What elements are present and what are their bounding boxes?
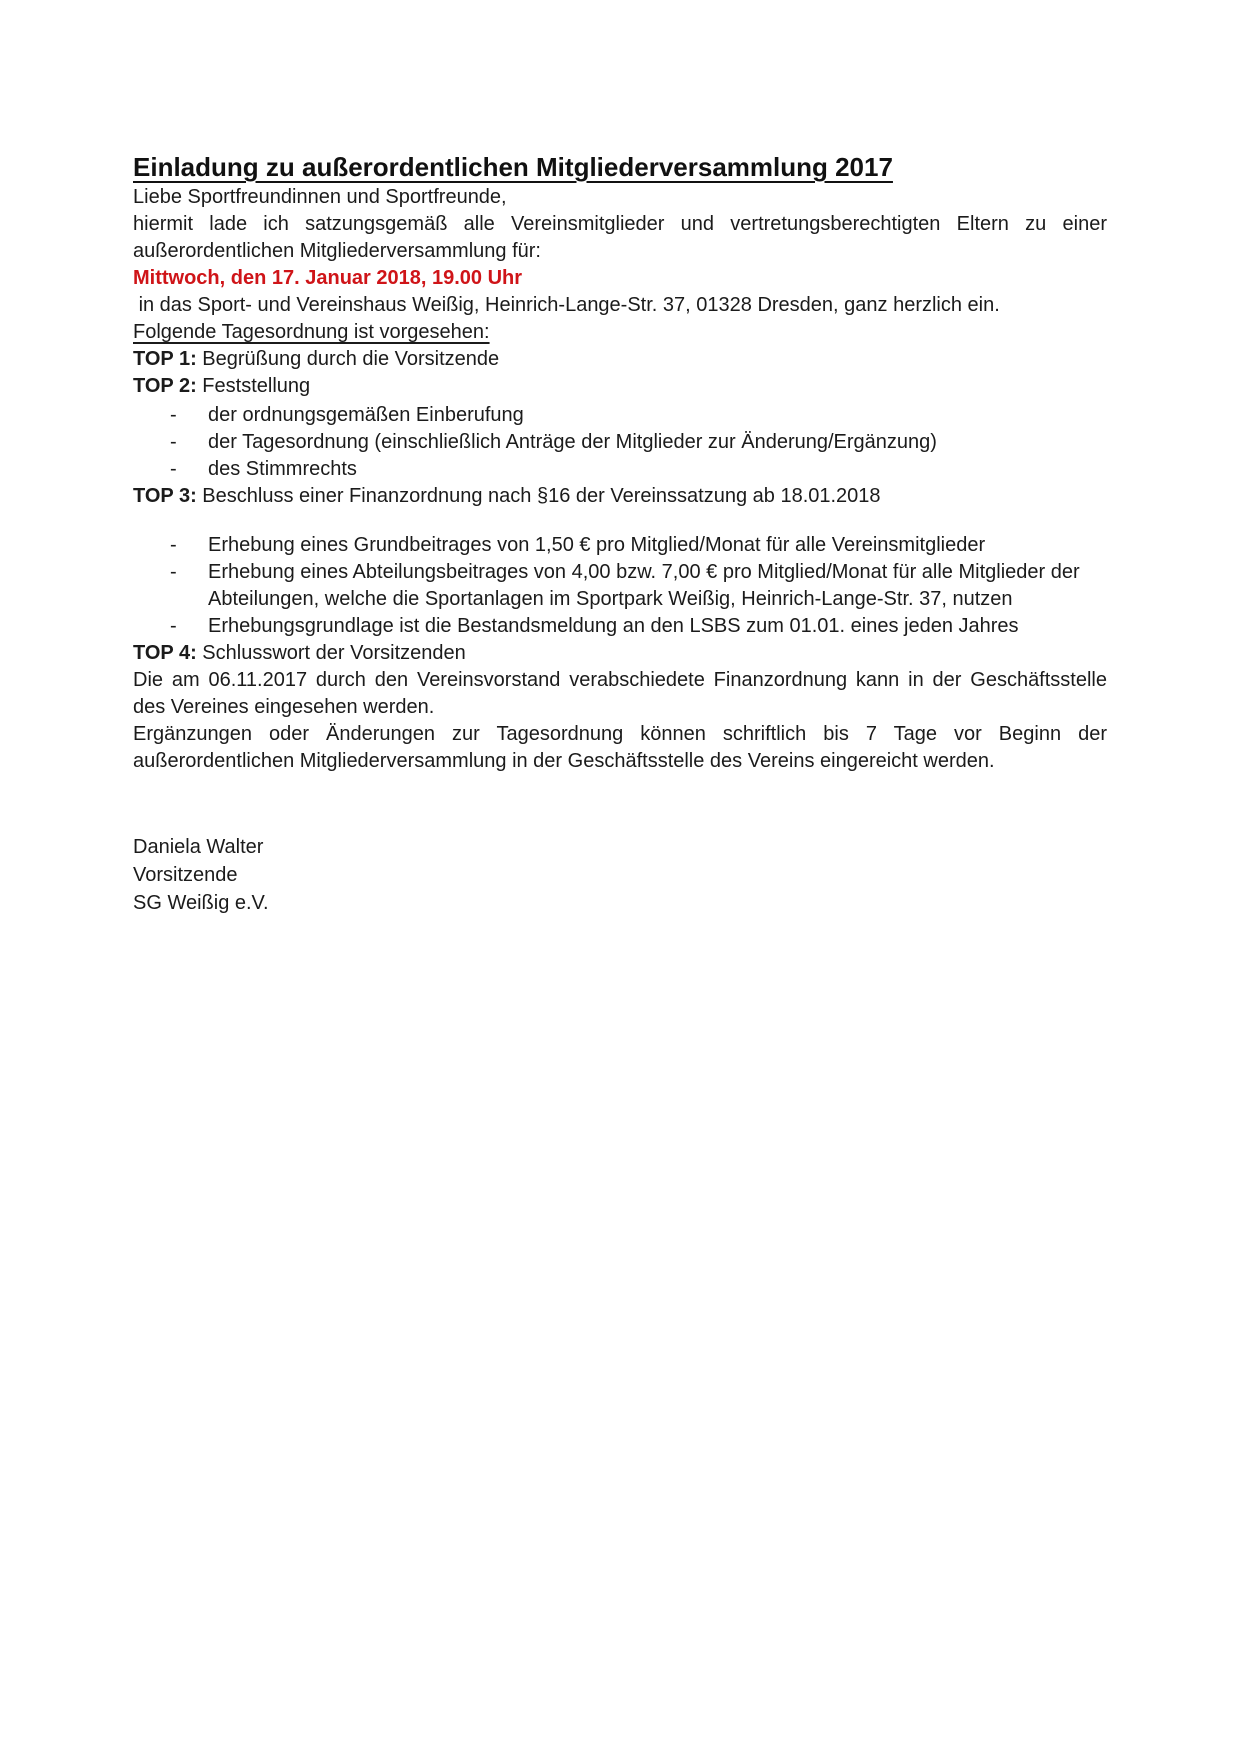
agenda-top-4 <box>133 640 1107 667</box>
signature-role: Vorsitzende <box>133 864 238 886</box>
list-item: - Erhebungsgrundlage ist die Bestandsmeldung an den LSBS zum 01.01. eines jeden Jahres <box>170 613 1107 640</box>
signature-club: SG Weißig e.V. <box>133 892 269 914</box>
closing-paragraph-ergaenzungen: Ergänzungen oder Änderungen zur Tagesordnung können schriftlich bis 7 Tage vor Beginn der außerordentlichen Mitgliederversammlung in der Geschäftsstelle des Vereins eingereicht werden. <box>133 723 1107 772</box>
list-item: - des Stimmrechts <box>170 456 1107 483</box>
agenda-top-2 <box>133 373 1107 400</box>
agenda-top-2-list <box>133 402 1107 483</box>
closing-paragraph-finanzordnung: Die am 06.11.2017 durch den Vereinsvorstand verabschiedete Finanzordnung kann in der Geschäftsstelle des Vereines eingesehen werden. <box>133 669 1107 718</box>
agenda-top-4-label: TOP 4: <box>133 642 197 664</box>
signature-name: Daniela Walter <box>133 836 264 858</box>
list-item: - der ordnungsgemäßen Einberufung <box>170 402 1107 429</box>
agenda-top-1 <box>133 346 1107 373</box>
salutation-line: Liebe Sportfreundinnen und Sportfreunde, <box>133 186 507 208</box>
agenda-top-1-text: Begrüßung durch die Vorsitzende <box>202 348 500 370</box>
agenda-top-3-list <box>133 532 1107 640</box>
agenda-top-1-label: TOP 1: <box>133 348 197 370</box>
agenda-heading: Folgende Tagesordnung ist vorgesehen: <box>133 321 490 343</box>
list-item: - der Tagesordnung (einschließlich Anträge der Mitglieder zur Änderung/Ergänzung) <box>170 429 1107 456</box>
meeting-location-line: in das Sport- und Vereinshaus Weißig, Heinrich-Lange-Str. 37, 01328 Dresden, ganz herzlich ein. <box>133 294 1000 316</box>
document-title: Einladung zu außerordentlichen Mitgliederversammlung 2017 <box>133 152 893 182</box>
list-item: - Erhebung eines Abteilungsbeitrages von 4,00 bzw. 7,00 € pro Mitglied/Monat für alle Mitglieder der Abteilungen, welche die Sportanlagen im Sportpark Weißig, Heinrich-Lange-Str. 37, nutzen <box>170 559 1107 613</box>
intro-paragraph: hiermit lade ich satzungsgemäß alle Vereinsmitglieder und vertretungsberechtigten Eltern zu einer außerordentlichen Mitgliederversammlung für: <box>133 213 1107 262</box>
agenda-top-2-label: TOP 2: <box>133 375 197 397</box>
agenda-top-3-label: TOP 3: <box>133 485 197 507</box>
agenda-top-3-text: Beschluss einer Finanzordnung nach §16 der Vereinssatzung ab 18.01.2018 <box>202 485 881 507</box>
agenda-top-4-text: Schlusswort der Vorsitzenden <box>202 642 466 664</box>
list-item: - Erhebung eines Grundbeitrages von 1,50 € pro Mitglied/Monat für alle Vereinsmitglieder <box>170 532 1107 559</box>
meeting-date-line: Mittwoch, den 17. Januar 2018, 19.00 Uhr <box>133 267 523 289</box>
signature-block <box>133 833 1107 917</box>
agenda-top-2-text: Feststellung <box>202 375 311 397</box>
agenda-top-3 <box>133 483 1107 510</box>
